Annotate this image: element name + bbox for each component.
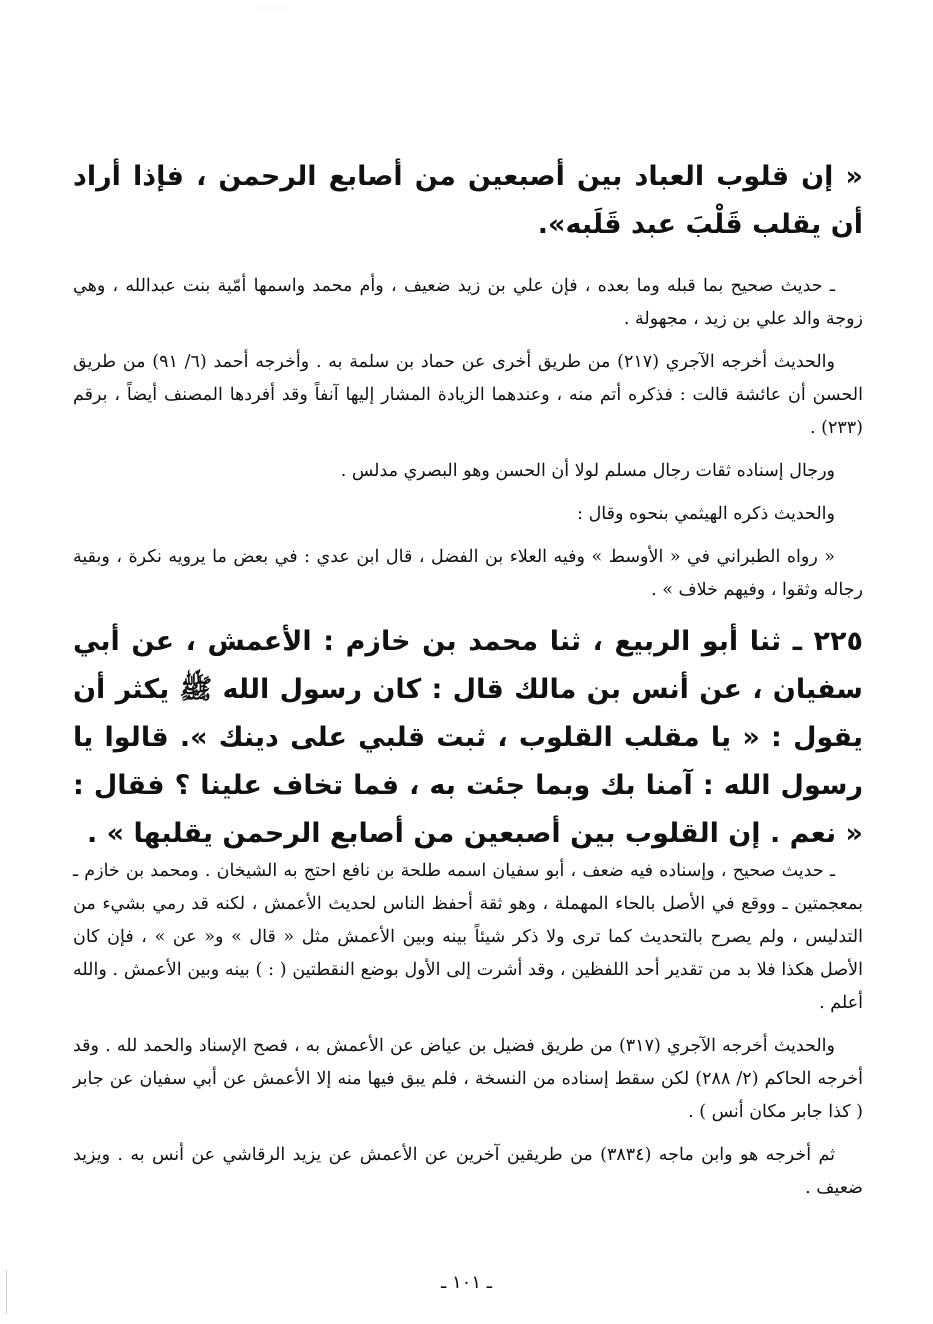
notes-225 — [73, 855, 863, 1205]
hadith-224-text: « إن قلوب العباد بين أصبعين من أصابع الرحمن ، فإذا أراد أن يقلب قَلْبَ عبد قَلَبه». — [73, 161, 863, 240]
note-paragraph: ورجال إسناده ثقات رجال مسلم لولا أن الحسن وهو البصري مدلس . — [340, 461, 835, 481]
page-number: ـ ١٠١ ـ — [440, 1272, 492, 1293]
note-paragraph: « رواه الطبراني في « الأوسط » وفيه العلاء بن الفضل ، قال ابن عدي : في بعض ما يرويه نكرة ، وبقية رجاله وثقوا ، وفيهم خلاف » . — [73, 547, 863, 600]
scan-artifact: · · · · — [258, 4, 290, 13]
note-paragraph: والحديث ذكره الهيثمي بنحوه وقال : — [577, 504, 835, 524]
note-paragraph: ـ حديث صحيح بما قبله وما بعده ، فإن علي بن زيد ضعيف ، وأم محمد واسمها أمّية بنت عبدالله ، وهي زوجة والد علي بن زيد ، مجهولة . — [73, 276, 863, 329]
note-paragraph: والحديث أخرجه الآجري (٢١٧) من طريق أخرى عن حماد بن سلمة به . وأخرجه أحمد (٦/ ٩١) من طريق الحسن أن عائشة قالت : فذكره أتم منه ، وعندهما الزيادة المشار إليها آنفاً وقد أفردها المصنف أيضاً ، برقم (٢٣٣) . — [73, 352, 863, 438]
note-paragraph: والحديث أخرجه الآجري (٣١٧) من طريق فضيل بن عياض عن الأعمش به ، فصح الإسناد والحمد لله . وقد أخرجه الحاكم (٢/ ٢٨٨) لكن سقط إسناده من النسخة ، فلم يبق فيها منه إلا الأعمش عن أبي سفيان عن جابر ( كذا جابر مكان أنس ) . — [73, 1036, 863, 1122]
note-paragraph: ـ حديث صحيح ، وإسناده فيه ضعف ، أبو سفيان اسمه طلحة بن نافع احتج به الشيخان . ومحمد بن خازم ـ بمعجمتين ـ ووقع في الأصل بالحاء المهملة ، وهو ثقة أحفظ الناس لحديث الأعمش ، لكنه قد رمي بشيء من التدليس ، ولم يصرح بالتحديث كما ترى ولا ذكر شيئاً بينه وبين الأعمش مثل « قال » و« عن » ، فإن كان الأصل هكذا فلا بد من تقدير أحد اللفظين ، وقد أشرت إلى الأول بوضع النقطتين ( : ) بينه وبين الأعمش . والله أعلم . — [73, 861, 863, 1013]
notes-224 — [73, 270, 863, 607]
hadith-225-text: ٢٢٥ ـ ثنا أبو الربيع ، ثنا محمد بن خازم : الأعمش ، عن أبي سفيان ، عن أنس بن مالك قال : كان رسول الله ﷺ يكثر أن يقول : « يا مقلب القلوب ، ثبت قلبي على دينك ». قالوا يا رسول الله : آمنا بك وبما جئت به ، فما تخاف علينا ؟ فقال : « نعم . إن القلوب بين أصبعين من أصابع الرحمن يقلبها » . — [73, 626, 863, 849]
note-paragraph: ثم أخرجه هو وابن ماجه (٣٨٣٤) من طريقين آخرين عن الأعمش عن يزيد الرقاشي عن أنس به . ويزيد ضعيف . — [73, 1145, 863, 1198]
